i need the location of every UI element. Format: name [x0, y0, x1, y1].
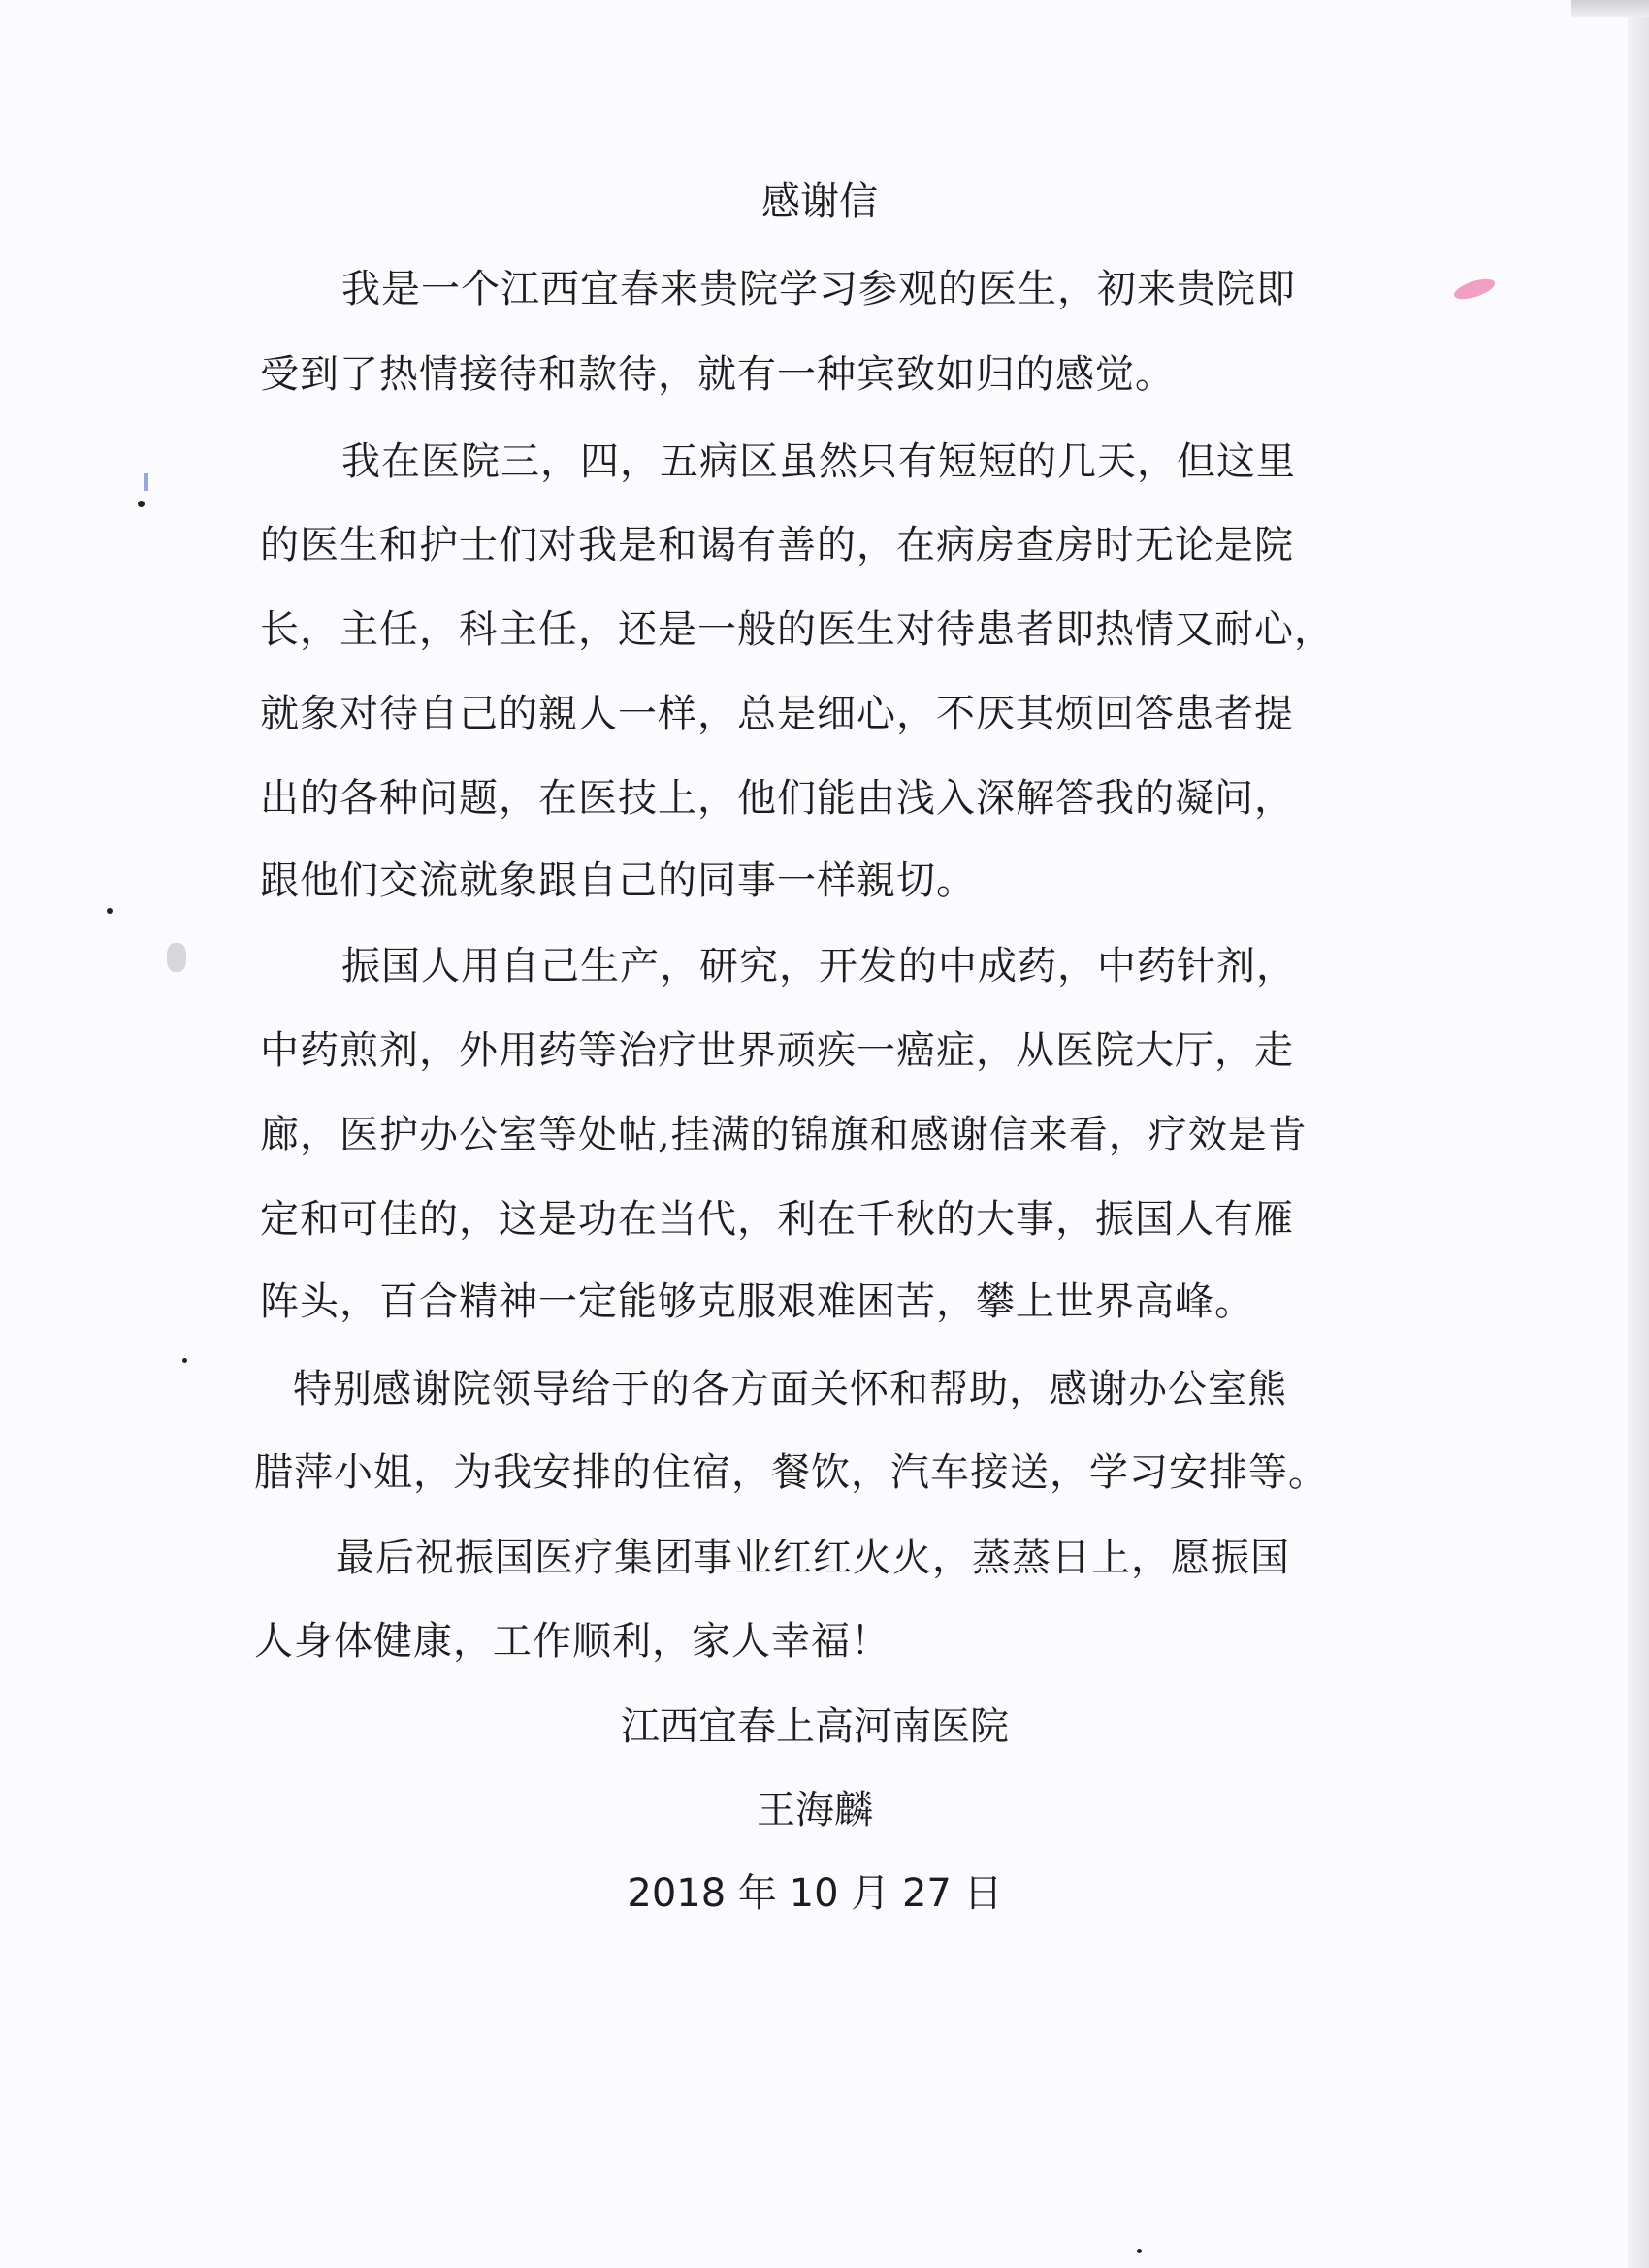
scan-edge: [1628, 0, 1649, 2268]
body-line: 长，主任，科主任，还是一般的医生对待患者即热情又耐心，: [260, 607, 1334, 652]
body-line: 振国人用自己生产，研究，开发的中成药，中药针剂，: [341, 944, 1296, 988]
body-line: 出的各种问题，在医技上，他们能由浅入深解答我的凝问，: [260, 776, 1294, 821]
body-line: 中药煎剂，外用药等治疗世界顽疾一癌症，从医院大厅，走: [260, 1028, 1294, 1073]
body-line: 特别感谢院领导给于的各方面关怀和帮助，感谢办公室熊: [293, 1367, 1287, 1411]
body-line: 阵头，百合精神一定能够克服艰难困苦，攀上世界高峰。: [260, 1280, 1254, 1324]
body-line: 我在医院三，四，五病区虽然只有短短的几天，但这里: [341, 439, 1296, 484]
body-line: 的医生和护士们对我是和谒有善的，在病房查房时无论是院: [260, 523, 1294, 567]
scan-smudge: [167, 943, 186, 972]
signature-date: 2018 年 10 月 27 日: [627, 1871, 1003, 1916]
signature-name: 王海麟: [757, 1788, 873, 1832]
body-line: 腊萍小姐，为我安排的住宿，餐饮，汽车接送，学习安排等。: [254, 1450, 1328, 1495]
dust-speck: [182, 1358, 187, 1363]
ink-stain: [1452, 275, 1498, 304]
body-line: 受到了热情接待和款待，就有一种宾致如归的感觉。: [260, 352, 1175, 397]
body-line: 廊，医护办公室等处帖,挂满的锦旗和感谢信来看，疗效是肯: [260, 1113, 1308, 1157]
body-line: 我是一个江西宜春来贵院学习参观的医生，初来贵院即: [341, 267, 1296, 311]
dust-speck: [107, 908, 113, 914]
dust-speck: [1137, 2249, 1142, 2253]
ink-mark: [144, 473, 148, 491]
scan-corner: [1571, 0, 1649, 17]
body-line: 人身体健康，工作顺利，家人幸福！: [254, 1619, 890, 1664]
body-line: 跟他们交流就象跟自己的同事一样親切。: [260, 859, 976, 903]
body-line: 就象对待自己的親人一样，总是细心，不厌其烦回答患者提: [260, 692, 1294, 736]
signature-organization: 江西宜春上高河南医院: [621, 1704, 1009, 1749]
body-line: 最后祝振国医疗集团事业红红火火，蒸蒸日上，愿振国: [336, 1536, 1290, 1580]
body-line: 定和可佳的，这是功在当代，利在千秋的大事，振国人有雁: [260, 1197, 1294, 1242]
letter-title: 感谢信: [761, 179, 878, 224]
dust-speck: [138, 501, 145, 507]
